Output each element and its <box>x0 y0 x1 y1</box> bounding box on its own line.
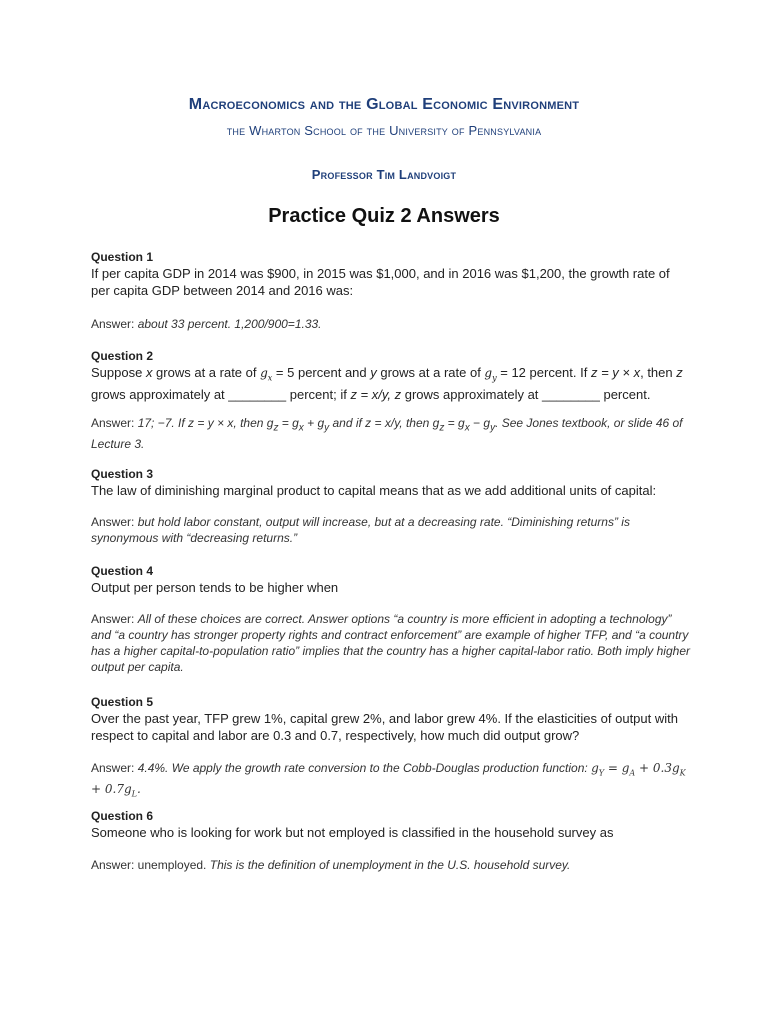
question-text: Suppose x grows at a rate of $g_x = 5$ percent and y grows at a rate of $g_y = 12$ percent. If z = y × x, then z grows approximately at ________ percent; if z = x/y, z grows approximately at ________ percent. <box>91 365 683 403</box>
question-heading: Question 5 <box>91 695 154 709</box>
answer-lead: Answer: <box>91 416 138 430</box>
question-heading: Question 1 <box>91 250 154 264</box>
professor-name: Professor Tim Landvoigt <box>311 167 457 182</box>
answer-body: 17; −7. If z = y × x, then $g_z = g_x + g_y$ and if z = x/y, then $g_z = g_x - g_y$. See Jones textbook, or slide 46 of Lecture 3. <box>91 416 683 452</box>
answer-lead: Answer: unemployed. <box>91 858 210 872</box>
question-heading: Question 4 <box>91 564 154 578</box>
answer-body: This is the definition of unemployment in the U.S. household survey. <box>209 858 571 872</box>
question-heading: Question 3 <box>91 467 154 481</box>
question-3 <box>91 466 691 499</box>
question-heading: Question 2 <box>91 349 154 363</box>
school-name: the Wharton School of the University of Pennsylvania <box>226 123 542 138</box>
answer-lead: Answer: <box>91 612 138 626</box>
question-text: The law of diminishing marginal product to capital means that as we add additional units of capital: <box>91 483 657 498</box>
question-text: Over the past year, TFP grew 1%, capital grew 2%, and labor grew 4%. If the elasticities of output with respect to capital and labor are 0.3 and 0.7, respectively, how much did output grow? <box>91 711 678 743</box>
question-1 <box>91 249 691 299</box>
answer-body: about 33 percent. 1,200/900=1.33. <box>137 317 322 331</box>
question-6 <box>91 808 691 841</box>
answer-6 <box>91 857 691 873</box>
answer-body: All of these choices are correct. Answer options “a country is more efficient in adopting a technology” and “a country has stronger property rights and contract enforcement” are example of higher TFP, and “a country has a higher capital-to-population ratio” implies that the country has a higher capital-labor ratio. Both imply higher output per capita. <box>91 612 690 674</box>
question-text: Output per person tends to be higher when <box>91 580 339 595</box>
answer-lead: Answer: <box>91 515 138 529</box>
question-text: Someone who is looking for work but not employed is classified in the household survey as <box>91 825 614 840</box>
answer-1 <box>91 316 691 332</box>
question-heading: Question 6 <box>91 809 154 823</box>
page-title: Practice Quiz 2 Answers <box>268 205 500 227</box>
answer-body: but hold labor constant, output will increase, but at a decreasing rate. “Diminishing returns” is synonymous with “decreasing returns.” <box>91 515 630 545</box>
answer-lead: Answer: <box>91 317 138 331</box>
course-title: Macroeconomics and the Global Economic Environment <box>188 96 580 113</box>
question-text: If per capita GDP in 2014 was $900, in 2015 was $1,000, and in 2016 was $1,200, the growth rate of per capita GDP between 2014 and 2016 was: <box>91 266 670 298</box>
answer-body: 4.4%. We apply the growth rate conversion to the Cobb-Douglas production function: $g_Y = g_A + 0.3g_K + 0.7g_L$. <box>91 761 686 799</box>
question-4 <box>91 563 691 596</box>
answer-lead: Answer: <box>91 761 138 775</box>
answer-4 <box>91 611 691 675</box>
question-5 <box>91 694 691 744</box>
question-2 <box>91 348 691 403</box>
answer-5 <box>91 760 691 803</box>
answer-3 <box>91 514 691 546</box>
answer-2 <box>91 415 691 452</box>
